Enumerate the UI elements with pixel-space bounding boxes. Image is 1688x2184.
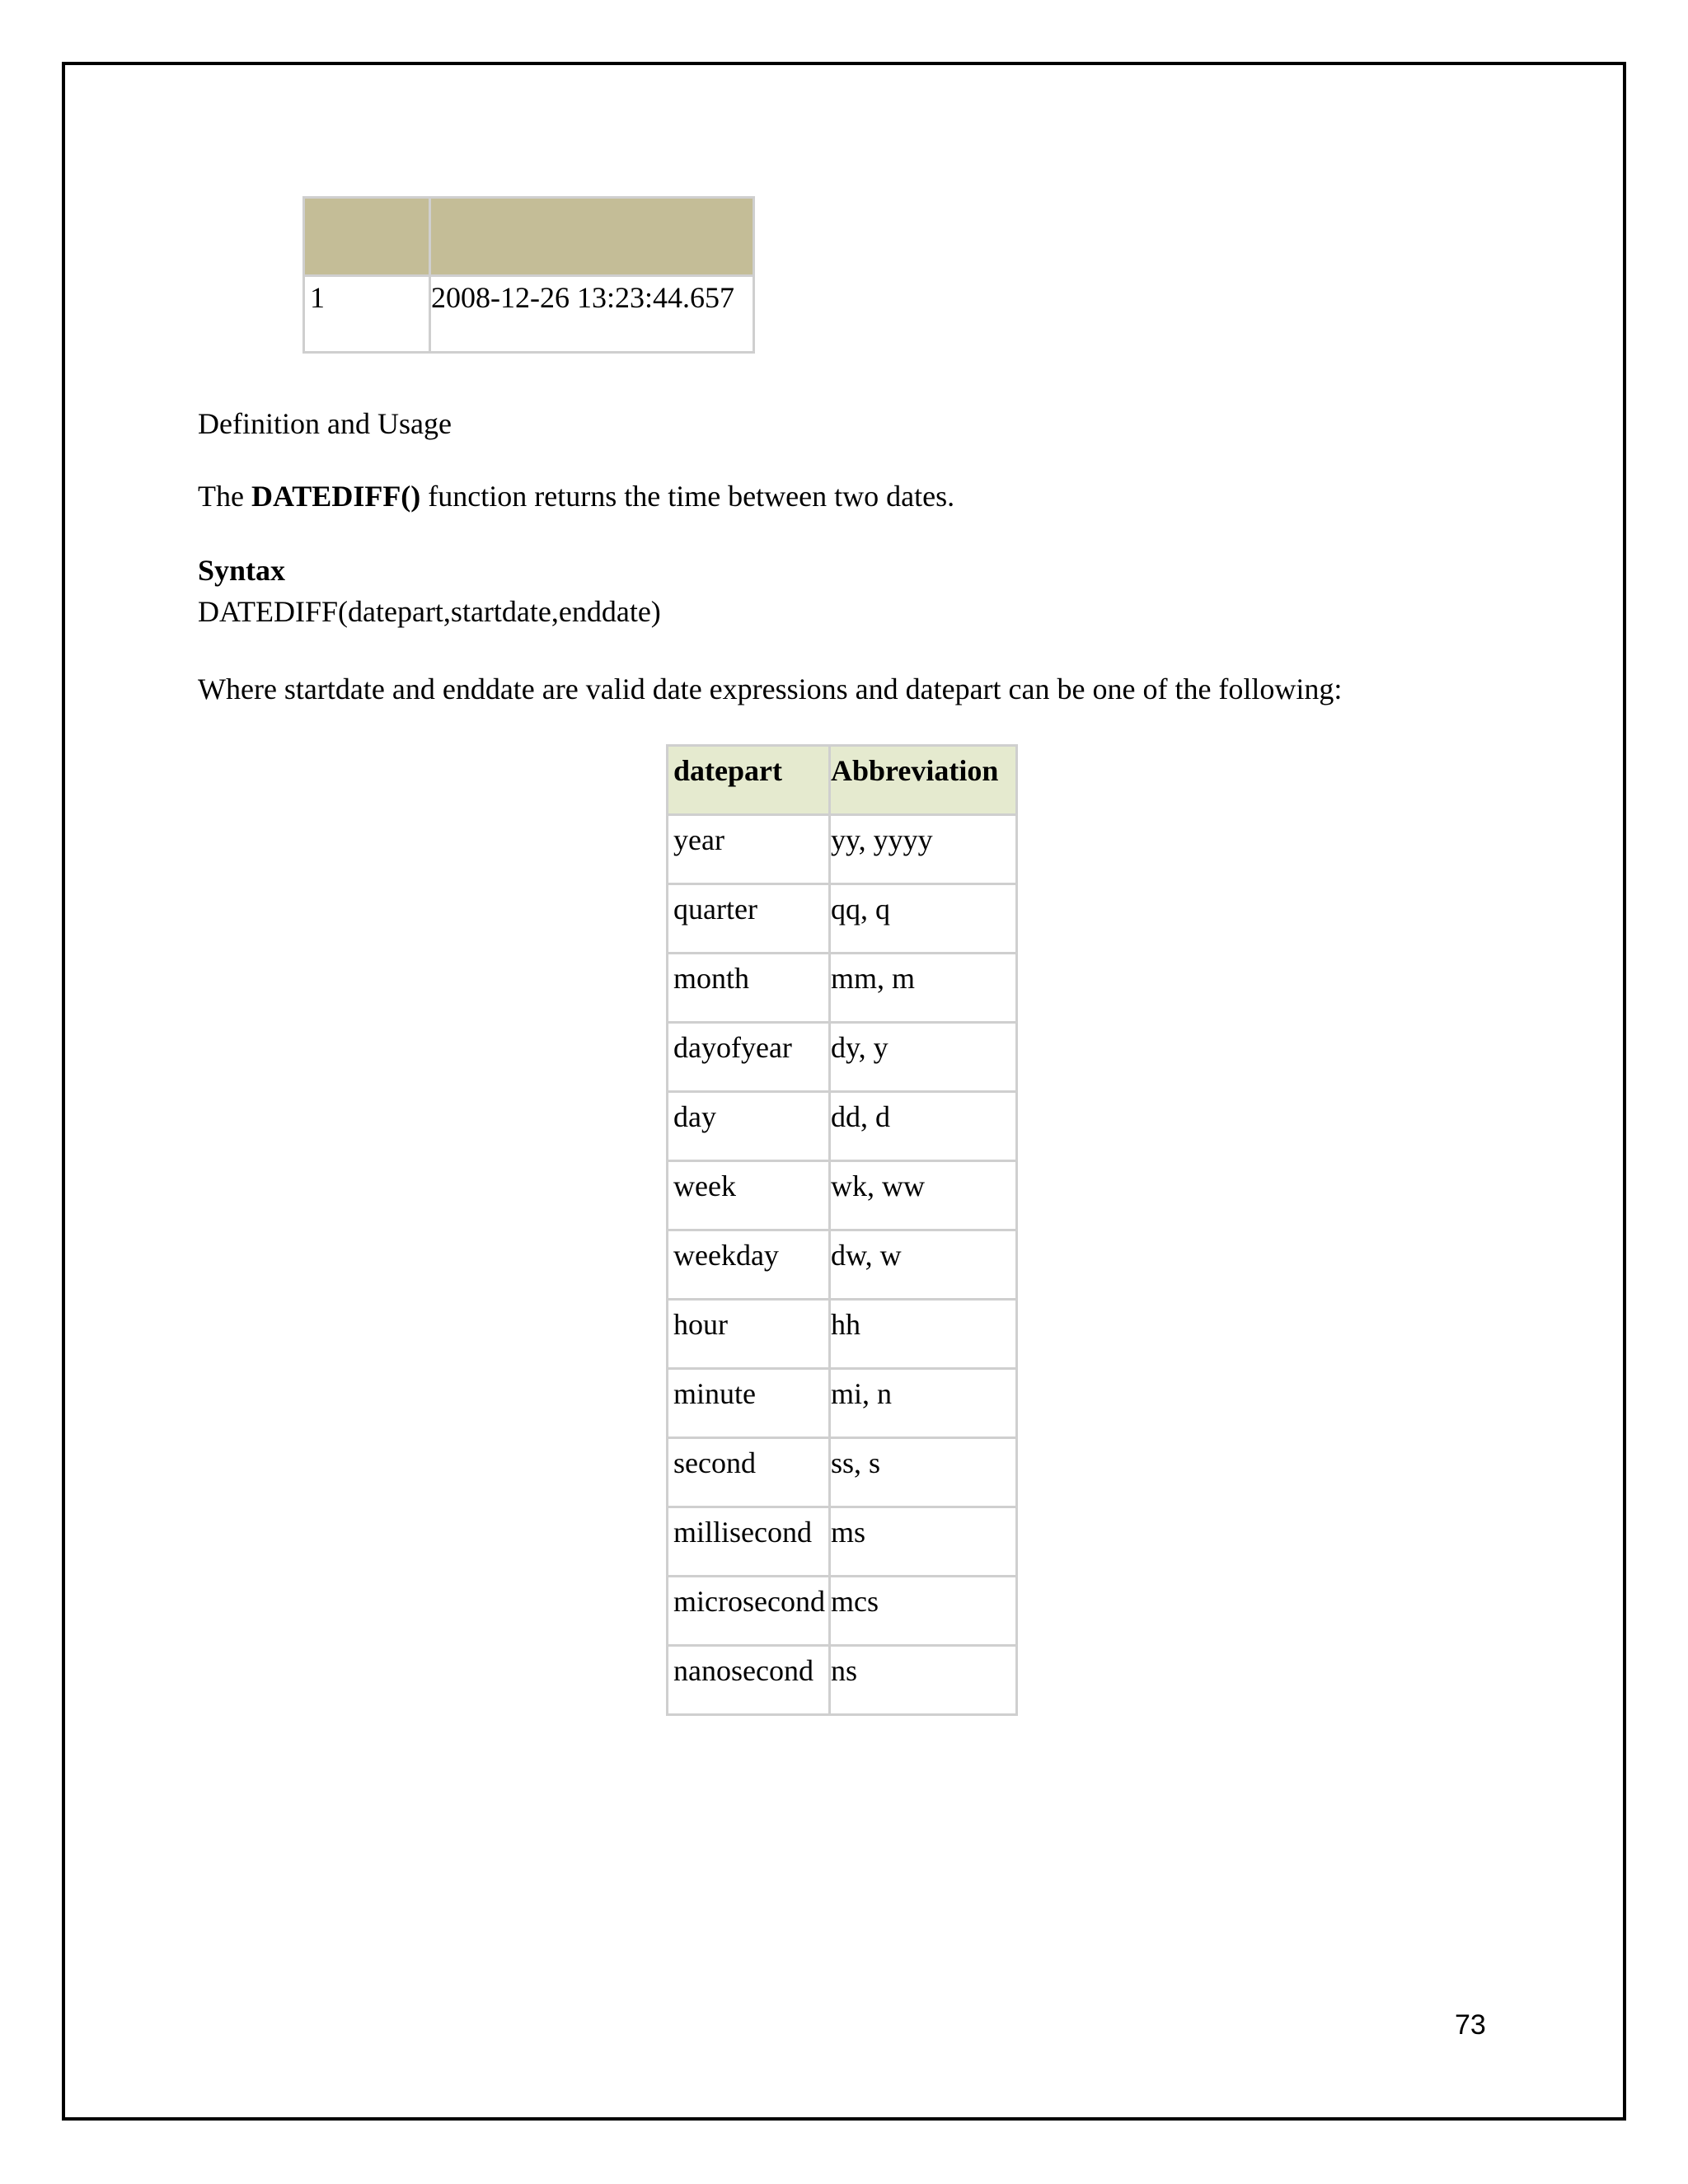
datepart-cell: quarter — [668, 884, 830, 954]
table-row — [668, 1577, 1017, 1646]
definition-heading: Definition and Usage — [198, 407, 452, 440]
datepart-table — [666, 744, 1018, 1716]
datepart-cell: dayofyear — [668, 1023, 830, 1092]
table-row — [668, 1092, 1017, 1161]
datepart-cell: minute — [668, 1369, 830, 1438]
datepart-cell: nanosecond — [668, 1646, 830, 1715]
abbreviation-cell: ss, s — [830, 1438, 1017, 1507]
description — [198, 476, 954, 517]
table-row — [668, 954, 1017, 1023]
abbreviation-cell: ms — [830, 1507, 1017, 1577]
syntax-heading: Syntax — [198, 554, 286, 587]
datepart-cell: microsecond — [668, 1577, 830, 1646]
abbreviation-cell: mi, n — [830, 1369, 1017, 1438]
result-table — [302, 196, 755, 354]
datepart-cell: week — [668, 1161, 830, 1230]
abbreviation-cell: dy, y — [830, 1023, 1017, 1092]
abbreviation-cell: dw, w — [830, 1230, 1017, 1300]
datepart-cell: weekday — [668, 1230, 830, 1300]
result-header-cell — [304, 198, 430, 276]
datepart-table-header — [668, 746, 1017, 815]
table-row — [668, 884, 1017, 954]
header-datepart: datepart — [668, 746, 830, 815]
datepart-cell: hour — [668, 1300, 830, 1369]
table-row — [668, 1507, 1017, 1577]
table-row — [668, 815, 1017, 884]
abbreviation-cell: wk, ww — [830, 1161, 1017, 1230]
abbreviation-cell: mcs — [830, 1577, 1017, 1646]
description-suffix: function returns the time between two dates. — [420, 480, 955, 513]
abbreviation-cell: mm, m — [830, 954, 1017, 1023]
table-row — [304, 276, 754, 353]
table-row — [668, 1646, 1017, 1715]
abbreviation-cell: hh — [830, 1300, 1017, 1369]
table-row — [668, 1230, 1017, 1300]
datepart-cell: month — [668, 954, 830, 1023]
result-table-header — [304, 198, 754, 276]
datepart-cell: second — [668, 1438, 830, 1507]
table-row — [668, 1023, 1017, 1092]
syntax-text: DATEDIFF(datepart,startdate,enddate) — [198, 595, 661, 628]
datepart-cell: day — [668, 1092, 830, 1161]
abbreviation-cell: dd, d — [830, 1092, 1017, 1161]
table-row — [668, 1300, 1017, 1369]
table-row — [668, 1369, 1017, 1438]
page-number: 73 — [1455, 2009, 1486, 2041]
datepart-cell: millisecond — [668, 1507, 830, 1577]
result-cell-id: 1 — [304, 276, 430, 353]
where-text: Where startdate and enddate are valid date expressions and datepart can be one of the following: — [198, 673, 1343, 705]
description-prefix: The — [198, 480, 251, 513]
table-row — [668, 1161, 1017, 1230]
header-abbreviation: Abbreviation — [830, 746, 1017, 815]
result-cell-date: 2008-12-26 13:23:44.657 — [430, 276, 754, 353]
datepart-cell: year — [668, 815, 830, 884]
abbreviation-cell: qq, q — [830, 884, 1017, 954]
result-header-cell — [430, 198, 754, 276]
table-row — [668, 1438, 1017, 1507]
abbreviation-cell: ns — [830, 1646, 1017, 1715]
abbreviation-cell: yy, yyyy — [830, 815, 1017, 884]
function-name: DATEDIFF() — [251, 480, 421, 513]
